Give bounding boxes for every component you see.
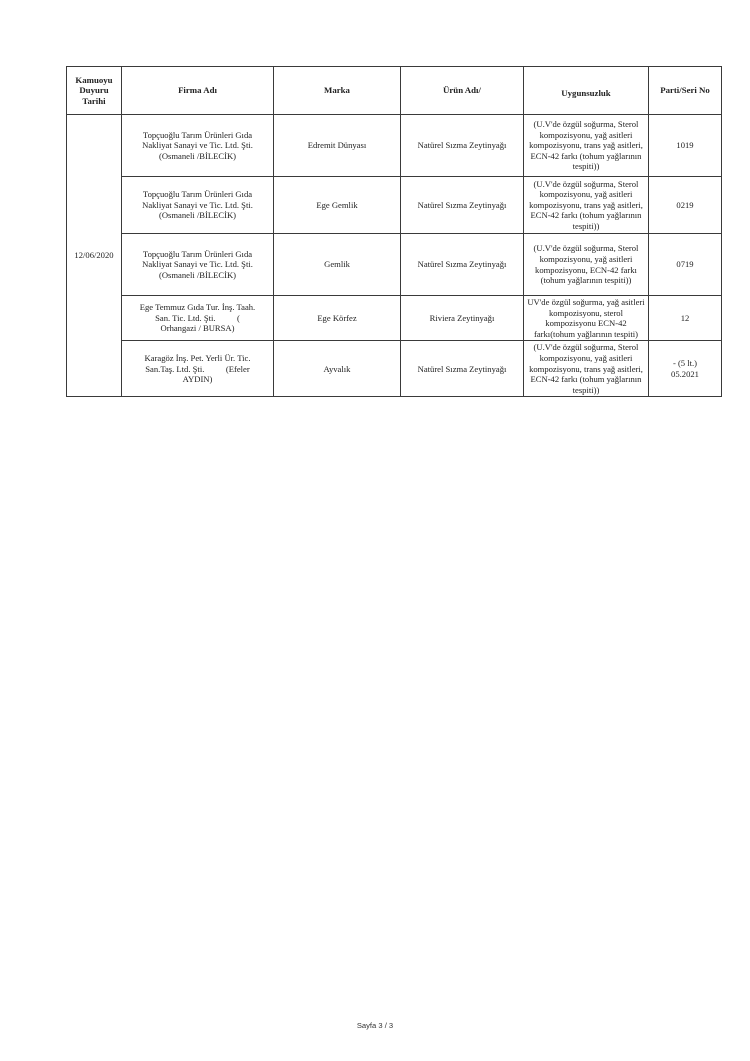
batch-cell: 12	[649, 296, 722, 341]
nonconformity-cell: (U.V'de özgül soğurma, Sterol kompozisyonu, yağ asitleri kompozisyonu, trans yağ asitleri, ECN-42 farkı (tohum yağlarının tespiti))	[524, 115, 649, 177]
batch-cell: 0219	[649, 177, 722, 234]
product-cell: Natürel Sızma Zeytinyağı	[401, 341, 524, 397]
firm-cell: Topçuoğlu Tarım Ürünleri Gıda Nakliyat Sanayi ve Tic. Ltd. Şti. (Osmaneli /BİLECİK)	[122, 115, 274, 177]
product-cell: Natürel Sızma Zeytinyağı	[401, 234, 524, 296]
firm-cell: Topçuoğlu Tarım Ürünleri Gıda Nakliyat Sanayi ve Tic. Ltd. Şti. (Osmaneli /BİLECİK)	[122, 234, 274, 296]
recall-table	[66, 66, 722, 397]
batch-cell: 1019	[649, 115, 722, 177]
table-row	[67, 341, 722, 397]
batch-cell: - (5 lt.) 05.2021	[649, 341, 722, 397]
batch-cell: 0719	[649, 234, 722, 296]
nonconformity-cell: UV'de özgül soğurma, yağ asitleri kompozisyonu, sterol kompozisyonu ECN-42 farkı(tohum yağlarının tespiti)	[524, 296, 649, 341]
nonconformity-cell: (U.V'de özgül soğurma, Sterol kompozisyonu, yağ asitleri kompozisyonu, trans yağ asitleri, ECN-42 farkı (tohum yağlarının tespiti))	[524, 341, 649, 397]
firm-cell: Karagöz İnş. Pet. Yerli Ür. Tic. San.Taş. Ltd. Şti. (Efeler AYDIN)	[122, 341, 274, 397]
nonconformity-cell: (U.V'de özgül soğurma, Sterol kompozisyonu, yağ asitleri kompozisyonu, ECN-42 farkı (tohum yağlarının tespiti))	[524, 234, 649, 296]
header-nonconformity: Uygunsuzluk	[524, 67, 649, 115]
page-number: Sayfa 3 / 3	[356, 1021, 394, 1030]
header-batch-no: Parti/Seri No	[649, 67, 722, 115]
product-cell: Natürel Sızma Zeytinyağı	[401, 177, 524, 234]
announcement-date-cell: 12/06/2020	[67, 115, 122, 397]
firm-cell: Ege Temmuz Gıda Tur. İnş. Taah. San. Tic. Ltd. Şti. ( Orhangazi / BURSA)	[122, 296, 274, 341]
nonconformity-cell: (U.V'de özgül soğurma, Sterol kompozisyonu, yağ asitleri kompozisyonu, trans yağ asitleri, ECN-42 farkı (tohum yağlarının tespiti))	[524, 177, 649, 234]
table-row	[67, 115, 722, 177]
brand-cell: Ege Gemlik	[274, 177, 401, 234]
table-row	[67, 296, 722, 341]
brand-cell: Ege Körfez	[274, 296, 401, 341]
header-announcement-date: Kamuoyu Duyuru Tarihi	[67, 67, 122, 115]
product-cell: Riviera Zeytinyağı	[401, 296, 524, 341]
header-firm-name: Firma Adı	[122, 67, 274, 115]
brand-cell: Gemlik	[274, 234, 401, 296]
brand-cell: Edremit Dünyası	[274, 115, 401, 177]
header-product-name: Ürün Adı/	[401, 67, 524, 115]
product-cell: Natürel Sızma Zeytinyağı	[401, 115, 524, 177]
table-row	[67, 234, 722, 296]
table-row	[67, 177, 722, 234]
header-brand: Marka	[274, 67, 401, 115]
table-header-row	[67, 67, 722, 115]
brand-cell: Ayvalık	[274, 341, 401, 397]
firm-cell: Topçuoğlu Tarım Ürünleri Gıda Nakliyat Sanayi ve Tic. Ltd. Şti. (Osmaneli /BİLECİK)	[122, 177, 274, 234]
